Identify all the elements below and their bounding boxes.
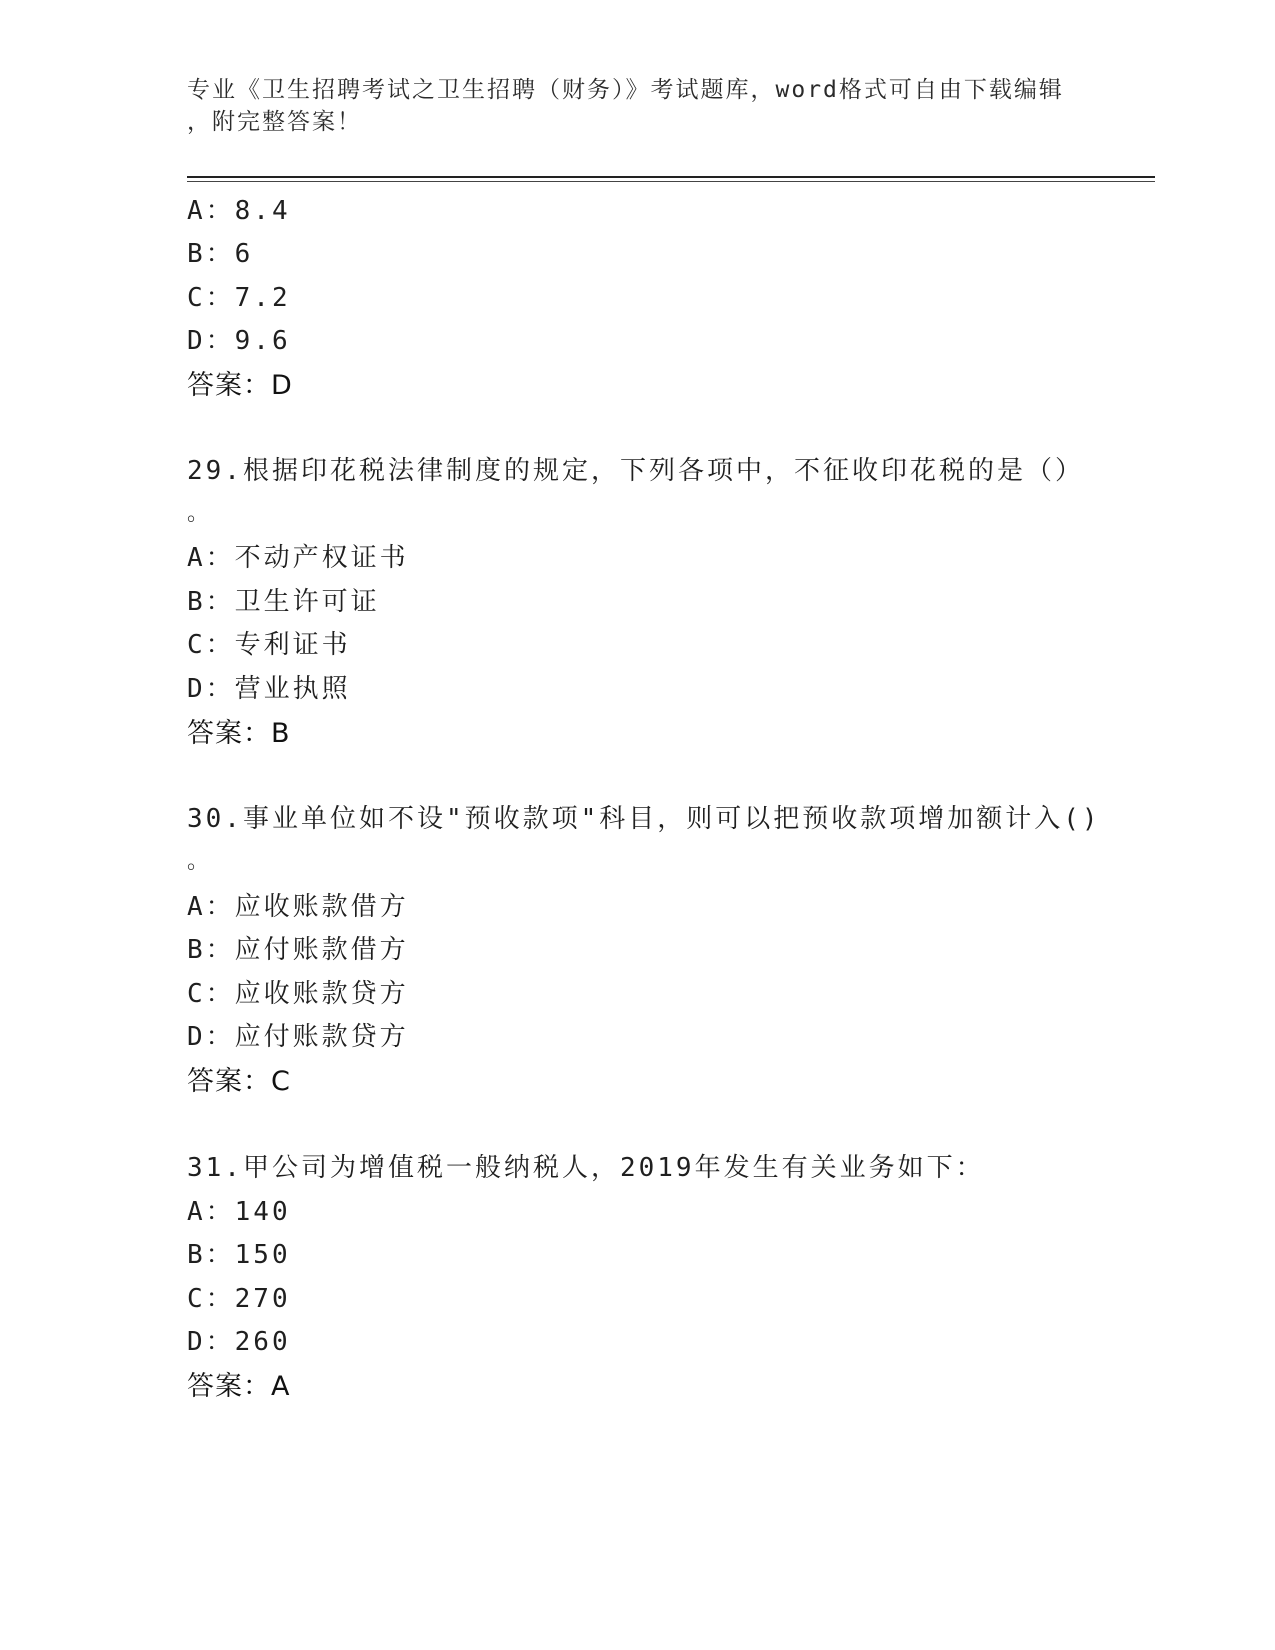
answer-value: D	[271, 370, 293, 401]
answer-value: C	[271, 1066, 291, 1097]
q30-option-d: D：应付账款贷方	[187, 1022, 409, 1052]
q31-option-d: D：260	[187, 1327, 291, 1357]
header-line-2: ，附完整答案！	[187, 109, 362, 135]
answer-label: 答案：	[187, 370, 271, 401]
document-header	[187, 74, 1067, 138]
header-rule-thin	[187, 181, 1155, 182]
answer-label: 答案：	[187, 1066, 271, 1097]
answer-label: 答案：	[187, 718, 271, 749]
answer-label: 答案：	[187, 1371, 271, 1402]
q28-option-b: B：6	[187, 239, 254, 269]
q29-option-d: D：营业执照	[187, 674, 351, 704]
q28-option-c: C：7.2	[187, 283, 291, 313]
q29-option-a: A：不动产权证书	[187, 543, 409, 573]
q31-option-a: A：140	[187, 1197, 291, 1227]
q29-option-b: B：卫生许可证	[187, 587, 380, 617]
q28-answer	[187, 363, 293, 402]
q29-stem-end: 。	[187, 501, 213, 526]
q30-option-a: A：应收账款借方	[187, 892, 409, 922]
q31-stem: 31.甲公司为增值税一般纳税人，2019年发生有关业务如下：	[187, 1153, 985, 1183]
q29-option-c: C：专利证书	[187, 630, 351, 660]
q30-option-b: B：应付账款借方	[187, 935, 409, 965]
q31-answer	[187, 1364, 290, 1403]
q31-option-b: B：150	[187, 1240, 291, 1270]
q30-stem-end: 。	[187, 849, 213, 874]
q28-option-a: A：8.4	[187, 196, 291, 226]
header-rule-thick	[187, 176, 1155, 178]
q29-answer	[187, 711, 291, 750]
q30-stem: 30.事业单位如不设"预收款项"科目，则可以把预收款项增加额计入()	[187, 804, 1101, 834]
answer-value: B	[271, 718, 291, 749]
header-line-1: 专业《卫生招聘考试之卫生招聘（财务）》考试题库，word格式可自由下载编辑	[187, 77, 1064, 103]
q30-option-c: C：应收账款贷方	[187, 979, 409, 1009]
q31-option-c: C：270	[187, 1284, 291, 1314]
q28-option-d: D：9.6	[187, 326, 291, 356]
q29-stem: 29.根据印花税法律制度的规定，下列各项中，不征收印花税的是（）	[187, 456, 1084, 486]
q30-answer	[187, 1059, 291, 1098]
answer-value: A	[271, 1371, 291, 1402]
